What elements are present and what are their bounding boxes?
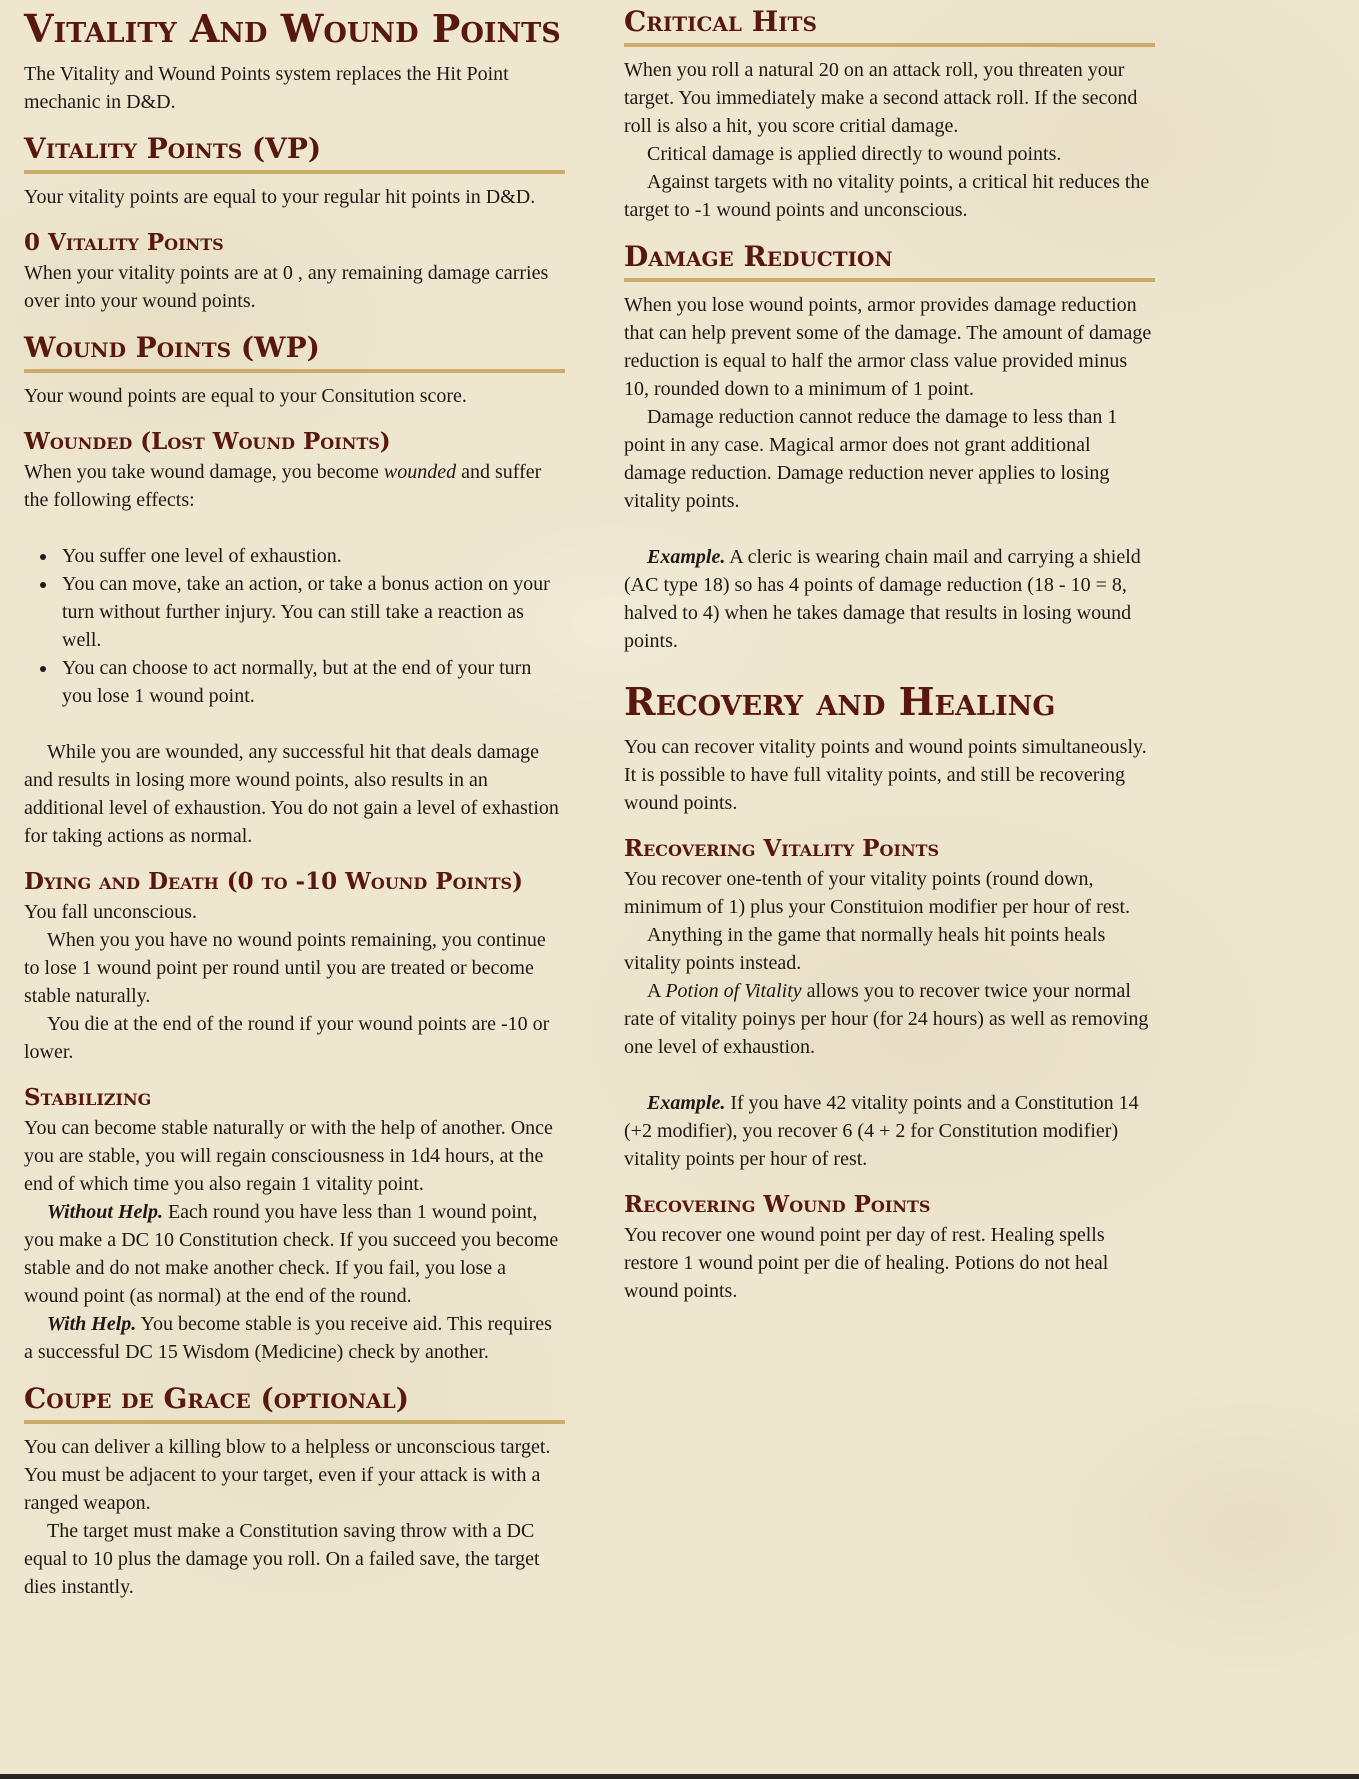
section-stabilizing <box>24 1084 565 1366</box>
list-item: • You suffer one level of exhaustion. <box>58 542 565 570</box>
paragraph: While you are wounded, any successful hit that deals damage and results in losing more wound points, also results in an additional level of exhaustion. You do not gain a level of exhastion for taking actions as normal. <box>24 741 559 847</box>
section-heading-coup-de-grace: Coupe de Grace (optional) <box>24 1382 565 1424</box>
section-heading-wound-points: Wound Points (WP) <box>24 331 565 373</box>
list-item: • You can choose to act normally, but at the end of your turn you lose 1 wound point. <box>58 654 565 710</box>
example-paragraph: Example. If you have 42 vitality points and a Constitution 14 (+2 modifier), you recover 6 (4 + 2 for Constitution modifier) vitality points per hour of rest. <box>624 1092 1139 1170</box>
paragraph: You can become stable naturally or with the help of another. Once you are stable, you will regain consciousness in 1d4 hours, at the end of which time you also regain 1 vitality point. <box>24 1117 553 1195</box>
paragraph: You die at the end of the round if your wound points are -10 or lower. <box>24 1013 550 1063</box>
section-recovery-and-healing <box>624 679 1155 817</box>
intro-paragraph: The Vitality and Wound Points system replaces the Hit Point mechanic in D&D. <box>24 63 509 113</box>
paragraph: You recover one-tenth of your vitality points (round down, minimum of 1) plus your Constituion modifier per hour of rest. <box>624 868 1131 918</box>
paragraph: When you lose wound points, armor provides damage reduction that can help prevent some of the damage. The amount of damage reduction is equal to half the armor class value provided minus 10, rounded down to a minimum of 1 point. <box>624 294 1152 400</box>
page-title: Vitality And Wound Points <box>24 6 561 51</box>
subsection-heading-zero-vitality: 0 Vitality Points <box>24 229 224 256</box>
paragraph: Your wound points are equal to your Consitution score. <box>24 385 467 407</box>
section-recovering-vitality <box>624 835 1155 1173</box>
section-coup-de-grace <box>24 1382 565 1601</box>
right-column <box>624 0 1155 1305</box>
section-zero-vitality <box>24 229 565 315</box>
paragraph: You recover one wound point per day of rest. Healing spells restore 1 wound point per die of healing. Potions do not heal wound points. <box>624 1224 1109 1302</box>
section-vitality-points <box>24 132 565 211</box>
subsection-heading-dying: Dying and Death (0 to -10 Wound Points) <box>24 868 523 895</box>
subsection-heading-recovering-wounds: Recovering Wound Points <box>624 1191 931 1218</box>
section-critical-hits <box>624 5 1155 224</box>
paragraph: When you roll a natural 20 on an attack roll, you threaten your target. You immediately make a second attack roll. If the second roll is also a hit, you score critial damage. <box>624 59 1138 137</box>
subsection-heading-wounded: Wounded (Lost Wound Points) <box>24 428 391 455</box>
example-paragraph: Example. A cleric is wearing chain mail and carrying a shield (AC type 18) so has 4 points of damage reduction (18 - 10 = 8, halved to 4) when he takes damage that results in losing wound points. <box>624 546 1141 652</box>
section-wounded <box>24 428 565 850</box>
section-heading-damage-reduction: Damage Reduction <box>624 240 1155 282</box>
section-damage-reduction <box>624 240 1155 655</box>
section-title-recovery: Recovery and Healing <box>624 679 1056 724</box>
paragraph: You can deliver a killing blow to a helpless or unconscious target. You must be adjacent to your target, even if your attack is with a ranged weapon. <box>24 1436 551 1514</box>
paragraph: When you you have no wound points remaining, you continue to lose 1 wound point per round until you are treated or become stable naturally. <box>24 929 546 1007</box>
paragraph: Your vitality points are equal to your regular hit points in D&D. <box>24 186 536 208</box>
paragraph: With Help. You become stable is you receive aid. This requires a successful DC 15 Wisdom (Medicine) check by another. <box>24 1313 552 1363</box>
list-item: • You can move, take an action, or take a bonus action on your turn without further injury. You can still take a reaction as well. <box>58 570 565 654</box>
section-wound-points <box>24 331 565 410</box>
section-recovering-wounds <box>624 1191 1155 1305</box>
paragraph: When you take wound damage, you become wounded and suffer the following effects: <box>24 461 542 511</box>
subsection-heading-stabilizing: Stabilizing <box>24 1084 152 1111</box>
left-column <box>24 0 565 1601</box>
section-heading-critical-hits: Critical Hits <box>624 5 1155 47</box>
paragraph: You can recover vitality points and wound points simultaneously. It is possible to have full vitality points, and still be recovering wound points. <box>624 736 1147 814</box>
paragraph: Critical damage is applied directly to wound points. <box>647 143 1062 165</box>
paragraph: You fall unconscious. <box>24 901 197 923</box>
subsection-heading-recovering-vitality: Recovering Vitality Points <box>624 835 940 862</box>
paragraph: Anything in the game that normally heals hit points heals vitality points instead. <box>624 924 1106 974</box>
paragraph: When your vitality points are at 0 , any remaining damage carries over into your wound points. <box>24 262 549 312</box>
section-dying-and-death <box>24 868 565 1066</box>
paragraph: Damage reduction cannot reduce the damage to less than 1 point in any case. Magical armor does not grant additional damage reduction. Damage reduction never applies to losing vitality points. <box>624 406 1118 512</box>
section-heading-vitality-points: Vitality Points (VP) <box>24 132 565 174</box>
paragraph: Against targets with no vitality points, a critical hit reduces the target to -1 wound points and unconscious. <box>624 171 1150 221</box>
wounded-effects-list <box>32 542 565 710</box>
paragraph: A Potion of Vitality allows you to recover twice your normal rate of vitality poinys per hour (for 24 hours) as well as removing one level of exhaustion. <box>624 980 1149 1058</box>
paragraph: Without Help. Each round you have less than 1 wound point, you make a DC 10 Constitution check. If you succeed you become stable and do not make another check. If you fail, you lose a wound point (as normal) at the end of the round. <box>24 1201 559 1307</box>
paragraph: The target must make a Constitution saving throw with a DC equal to 10 plus the damage you roll. On a failed save, the target dies instantly. <box>24 1520 540 1598</box>
page-bottom-edge <box>0 1774 1359 1779</box>
